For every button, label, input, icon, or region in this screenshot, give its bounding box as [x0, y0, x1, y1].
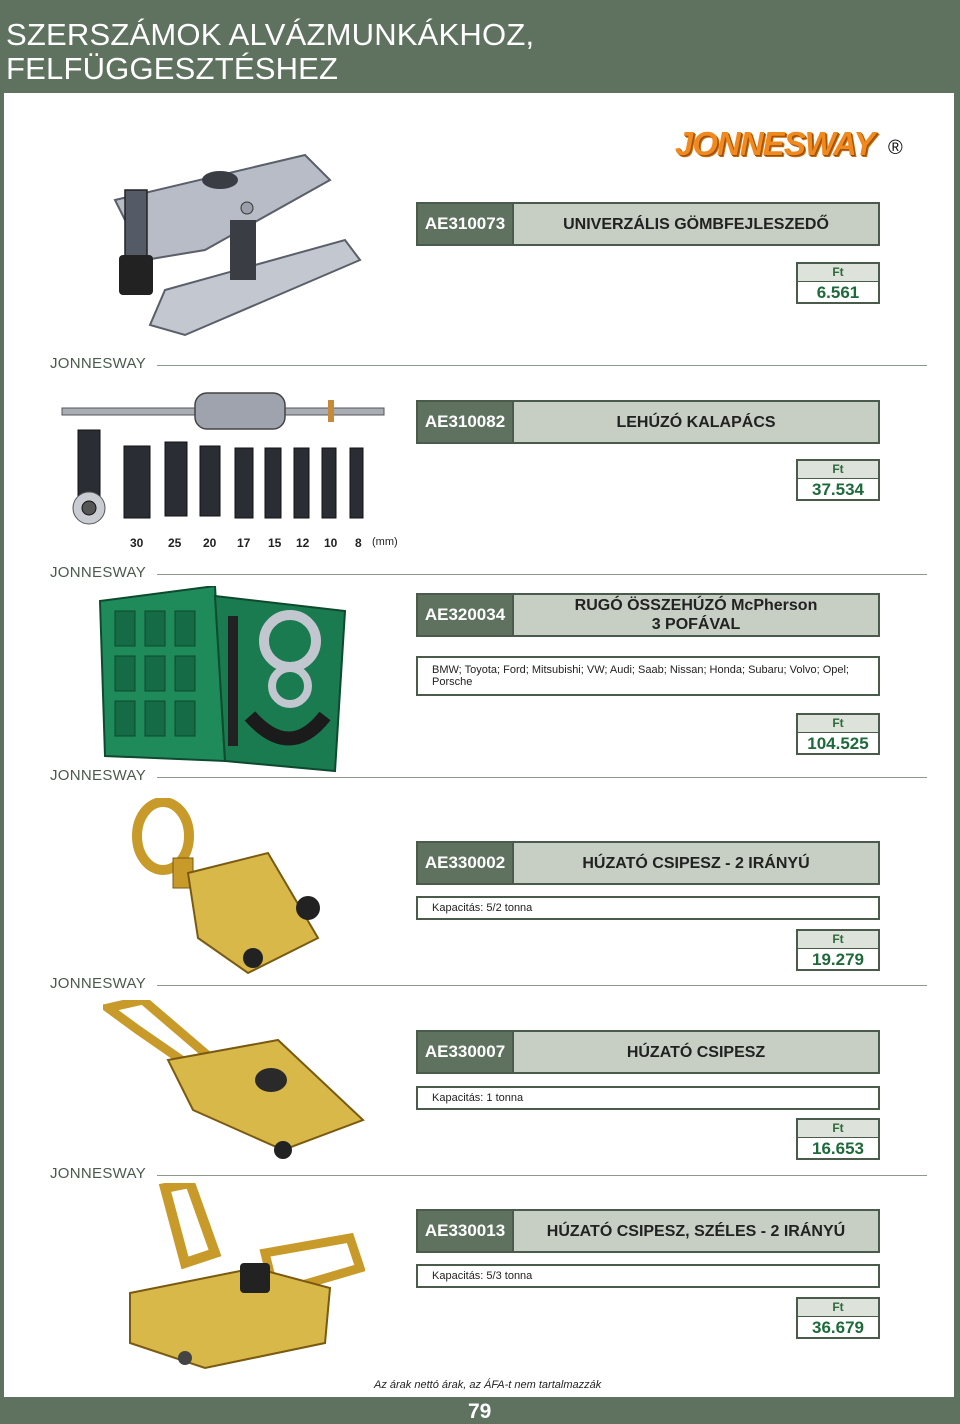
- separator-1: [50, 357, 930, 371]
- price-currency-2: Ft: [798, 461, 878, 479]
- price-value-1: 6.561: [816, 283, 860, 302]
- separator-line: [157, 777, 927, 778]
- page-title-line2: FELFÜGGESZTÉSHEZ: [6, 51, 339, 86]
- separator-2: [50, 566, 930, 580]
- separator-3: [50, 769, 930, 783]
- page-header: [0, 0, 960, 93]
- size-label: 25: [168, 536, 182, 550]
- price-value-5: 16.653: [812, 1139, 864, 1158]
- pull-clamp-2-way-image: [128, 798, 328, 983]
- size-label: 15: [268, 536, 282, 550]
- ball-joint-separator-image: [105, 140, 365, 340]
- price-value-4: 19.279: [812, 950, 864, 969]
- size-label: 20: [203, 536, 217, 550]
- separator-5: [50, 1167, 930, 1181]
- separator-line: [157, 574, 927, 575]
- product-name-2: LEHÚZÓ KALAPÁCS: [514, 400, 880, 444]
- price-box-2: [796, 459, 880, 501]
- price-currency-6: Ft: [798, 1299, 878, 1317]
- product-name-4: HÚZATÓ CSIPESZ - 2 IRÁNYÚ: [514, 841, 880, 885]
- product-name-3-line2: 3 POFÁVAL: [651, 616, 741, 633]
- price-currency-1: Ft: [798, 264, 878, 282]
- page-title: [6, 18, 706, 86]
- size-label: 17: [237, 536, 251, 550]
- wide-pull-clamp-image: [125, 1183, 365, 1373]
- page-number: 79: [468, 1400, 492, 1423]
- slide-hammer-image: [60, 388, 390, 530]
- price-currency-5: Ft: [798, 1120, 878, 1138]
- price-value-6: 36.679: [812, 1318, 864, 1337]
- size-label: 12: [296, 536, 310, 550]
- separator-label: JONNESWAY: [50, 767, 147, 784]
- page-title-line1: SZERSZÁMOK ALVÁZMUNKÁKHOZ,: [6, 17, 535, 52]
- brand-logo: JONNESWAY: [675, 125, 875, 162]
- capacity-box-4: Kapacitás: 5/2 tonna: [416, 896, 880, 920]
- price-box-3: [796, 713, 880, 755]
- product-name-3-line1: RUGÓ ÖSSZEHÚZÓ McPherson: [574, 597, 818, 614]
- product-code-1: AE310073: [416, 202, 514, 246]
- price-box-4: [796, 929, 880, 971]
- capacity-box-5: Kapacitás: 1 tonna: [416, 1086, 880, 1110]
- separator-4: [50, 977, 930, 991]
- separator-label: JONNESWAY: [50, 355, 147, 372]
- size-label: 8: [355, 536, 362, 550]
- product-code-6: AE330013: [416, 1209, 514, 1253]
- capacity-box-6: Kapacitás: 5/3 tonna: [416, 1264, 880, 1288]
- price-footnote: Az árak nettó árak, az ÁFA-t nem tartalmazzák: [374, 1379, 602, 1391]
- product-name-1: UNIVERZÁLIS GÖMBFEJLESZEDŐ: [514, 202, 880, 246]
- price-value-3: 104.525: [807, 734, 869, 753]
- price-box-5: [796, 1118, 880, 1160]
- separator-line: [157, 1175, 927, 1176]
- separator-label: JONNESWAY: [50, 564, 147, 581]
- separator-label: JONNESWAY: [50, 975, 147, 992]
- separator-line: [157, 985, 927, 986]
- price-currency-4: Ft: [798, 931, 878, 949]
- product-name-6: HÚZATÓ CSIPESZ, SZÉLES - 2 IRÁNYÚ: [514, 1209, 880, 1253]
- price-box-1: [796, 262, 880, 304]
- product-code-2: AE310082: [416, 400, 514, 444]
- compatibility-box: BMW; Toyota; Ford; Mitsubishi; VW; Audi; Saab; Nissan; Honda; Subaru; Volvo; Opel; Porsche: [416, 656, 880, 696]
- price-currency-3: Ft: [798, 715, 878, 733]
- product-name-5: HÚZATÓ CSIPESZ: [514, 1030, 880, 1074]
- product-code-5: AE330007: [416, 1030, 514, 1074]
- price-box-6: [796, 1297, 880, 1339]
- separator-label: JONNESWAY: [50, 1165, 147, 1182]
- price-value-2: 37.534: [812, 480, 864, 499]
- pull-clamp-image: [103, 1000, 368, 1165]
- spring-compressor-case-image: [90, 586, 360, 776]
- product-name-3: [514, 593, 880, 637]
- separator-line: [157, 365, 927, 366]
- product-code-3: AE320034: [416, 593, 514, 637]
- size-label: 30: [130, 536, 144, 550]
- size-unit-label: (mm): [372, 536, 398, 548]
- size-label: 10: [324, 536, 338, 550]
- product-code-4: AE330002: [416, 841, 514, 885]
- registered-mark: ®: [888, 137, 903, 159]
